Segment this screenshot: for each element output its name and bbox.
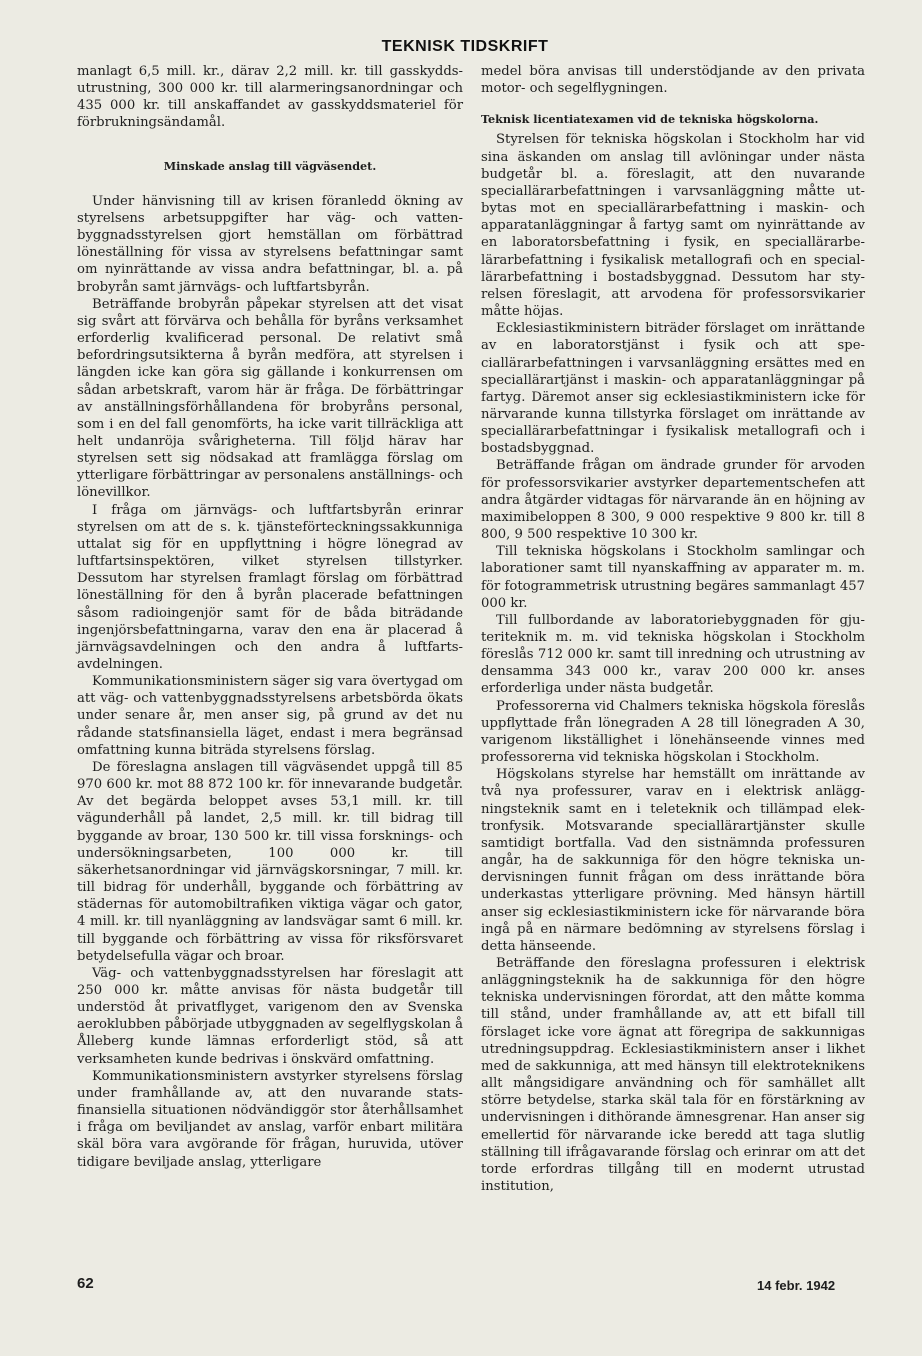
right-column	[481, 63, 865, 1195]
section-heading: Teknisk licentiatexamen vid de tekniska högskolorna.	[481, 112, 819, 127]
paragraph: Beträffande den föreslagna professuren i elektrisk anläggningsteknik ha de sakkunniga för den högre tekniska undervisningen förordat, att den måtte komma till stånd, under framhållande av, att ett bifall till förslaget icke vore ägnat att föregripa de sakkunnigas utredningsuppdrag. Ecklesiastikministern anser i likhet med de sakkunniga, att med hänsyn till elektroteknikens allt mångsidigare användning och för samhället allt större betydelse, starka skäl tala för en förstärkning av undervisningen i dithörande ämnesgrenar. Han anser sig emellertid för närvarande icke beredd att taga slutlig ställning till ifrågavarande förslag och erinrar om att det torde erfordras tillgång till en modernt utrustad institution,	[481, 955, 865, 1194]
paragraph: Beträffande brobyrån påpekar styrelsen att det visat sig svårt att förvärva och behålla för byråns verksamhet erforderlig kvalificerad personal. De relativt små befordringsutsikterna å byrån medföra, att styrelsen i längden icke kan göra sig gällande i konkurrensen om sådan arbetskraft, varom här är fråga. De förbättringar av anställningsförhållandena för brobyråns personal, som i en del fall genomförts, ha icke varit tillräckliga att helt undanröja svårigheterna. Till följd härav har styrelsen sett sig nödsakad att framlägga förslag om ytterligare förbättringar av personalens anställnings- och lönevillkor.	[77, 296, 463, 501]
paragraph: Kommunikationsministern säger sig vara övertygad om att väg- och vattenbyggnadsstyrelsens arbetsbörda ökats under senare år, men anser sig, på grund av det nu rådande statsfinansiella läget, endast i mera begränsad omfattning kunna biträda styrelsens förslag.	[77, 674, 463, 758]
section-heading: Minskade anslag till vägväsendet.	[163, 158, 377, 173]
paragraph: Väg- och vattenbyggnadsstyrelsen har föreslagit att 250 000 kr. måtte anvisas för nästa budgetår till understöd åt privatflyget, varigenom den av Svenska aeroklubben påbörjade utbyggnaden av segelflygskolan å Ålleberg kunde lämnas erforderligt stöd, så att verksamheten kunde bedrivas i önskvärd omfattning.	[77, 965, 463, 1067]
paragraph: I fråga om järnvägs- och luftfartsbyrån erinrar styrelsen om att de s. k. tjänsteförteckningssakkunniga uttalat sig för en uppflyttning i högre lönegrad av luftfartsinspektören, vilket styrelsen tillstyrker. Dessutom har styrelsen framlagt förslag om förbättrad löneställning för den å byrån placerade befattningen såsom radioingenjör samt för de båda biträdande ingenjörsbefattningarna, varav den ena är placerad å järnvägsavdelningen och den andra å luftfartsavdelningen.	[77, 502, 463, 672]
left-column	[77, 63, 463, 1171]
page-number: 62	[77, 1275, 94, 1292]
paragraph: manlagt 6,5 mill. kr., därav 2,2 mill. kr. till gasskyddsutrustning, 300 000 kr. till alarmeringsanordningar och 435 000 kr. till anskaffandet av gasskyddsmateriel för förbrukningsändamål.	[77, 64, 463, 131]
paragraph: Till fullbordande av laboratoriebyggnaden för gjuteriteknik m. m. vid tekniska högskolan i Stockholm föreslås 712 000 kr. samt till inredning och utrustning av densamma 343 000 kr., varav 200 000 kr. anses erforderliga under nästa budgetår.	[481, 612, 865, 697]
paragraph: Ecklesiastikministern biträder förslaget om inrättande av en laboratorstjänst i fysik och att speciallärarbefattningen i varvsanläggning ersättes med en speciallärartjänst i maskin- och apparatanläggningar på fartyg. Däremot anser sig ecklesiastikministern icke för närvarande kunna tillstyrka förslaget om inrättande av speciallärarbefattningar i fysikalisk metallografi och i bostadsbyggnad.	[481, 321, 865, 457]
paragraph: De föreslagna anslagen till vägväsendet uppgå till 85 970 600 kr. mot 88 872 100 kr. för innevarande budgetår. Av det begärda beloppet avses 53,1 mill. kr. till vägunderhåll på landet, 2,5 mill. kr. till bidrag till byggande av broar, 130 500 kr. till vissa forsknings- och undersökningsarbeten, 100 000 kr. till säkerhetsanordningar vid järnvägskorsningar, 7 mill. kr. till bidrag för underhåll, byggande och förbättring av städernas för automobiltrafiken viktiga vägar och gator, 4 mill. kr. till nyanläggning av landsvägar samt 6 mill. kr. till byggande och förbättring av vissa för riksförsvaret betydelsefulla vägar och broar.	[77, 759, 463, 964]
journal-masthead: TEKNISK TIDSKRIFT	[381, 38, 549, 55]
paragraph: Kommunikationsministern avstyrker styrelsens förslag under framhållande av, att den nuvarande statsfinansiella situationen nödvändiggör stor återhållsamhet i fråga om beviljandet av anslag, varför enbart militära skäl böra vara avgörande för frågan, huruvida, utöver tidigare beviljade anslag, ytterligare	[77, 1068, 463, 1170]
issue-date: 14 febr. 1942	[757, 1278, 836, 1293]
paragraph: Styrelsen för tekniska högskolan i Stockholm har vid sina äskanden om anslag till avlöningar under nästa budgetår bl. a. föreslagit, att den nuvarande speciallärarbefattningen i varvsanläggning måtte utbytas mot en speciallärarbefattning i maskin- och apparatanläggningar å fartyg samt om nyinrättande av en laboratorsbefattning i fysik, en speciallärarbelärarbefattning i fysikalisk metallografi och en speciallärarbefattning i bostadsbyggnad. Dessutom har styrelsen föreslagit, att arvodena för professorsvikarier måtte höjas.	[481, 132, 865, 320]
paragraph: Till tekniska högskolans i Stockholm samlingar och laborationer samt till nyanskaffning av apparater m. m. för fotogrammetrisk utrustning begäres sammanlagt 457 000 kr.	[481, 544, 865, 611]
paragraph: Under hänvisning till av krisen föranledd ökning av styrelsens arbetsuppgifter har väg- och vattenbyggnadsstyrelsen gjort hemställan om förbättrad löneställning för vissa av styrelsens befattningar samt om nyinrättande av vissa andra befattningar, bl. a. på brobyrån samt järnvägs- och luftfartsbyrån.	[77, 193, 463, 295]
paragraph: Professorerna vid Chalmers tekniska högskola föreslås uppflyttade från lönegraden A 28 till lönegraden A 30, varigenom likställighet i lönehänseende vinnes med professorerna vid tekniska högskolan i Stockholm.	[481, 698, 865, 766]
paragraph: medel böra anvisas till understödjande av den privata motor- och segelflygningen.	[481, 64, 865, 97]
paragraph: Beträffande frågan om ändrade grunder för arvoden för professorsvikarier avstyrker departementschefen att andra åtgärder vidtagas för närvarande än en höjning av maximibeloppen 8 300, 9 000 respektive 9 800 kr. till 8 800, 9 500 respektive 10 300 kr.	[481, 458, 865, 543]
paragraph: Högskolans styrelse har hemställt om inrättande av två nya professurer, varav en i elektrisk anläggningsteknik samt en i teleteknik och tillämpad elektronfysik. Motsvarande speciallärartjänster skulle samtidigt bortfalla. Vad den sistnämnda professuren angår, ha de sakkunniga för den högre tekniska undervisningen funnit frågan om dess inrättande böra underkastas ytterligare prövning. Med hänsyn härtill anser sig ecklesiastikministern icke för närvarande böra ingå på en närmare bedömning av styrelsens förslag i detta hänseende.	[481, 767, 865, 954]
